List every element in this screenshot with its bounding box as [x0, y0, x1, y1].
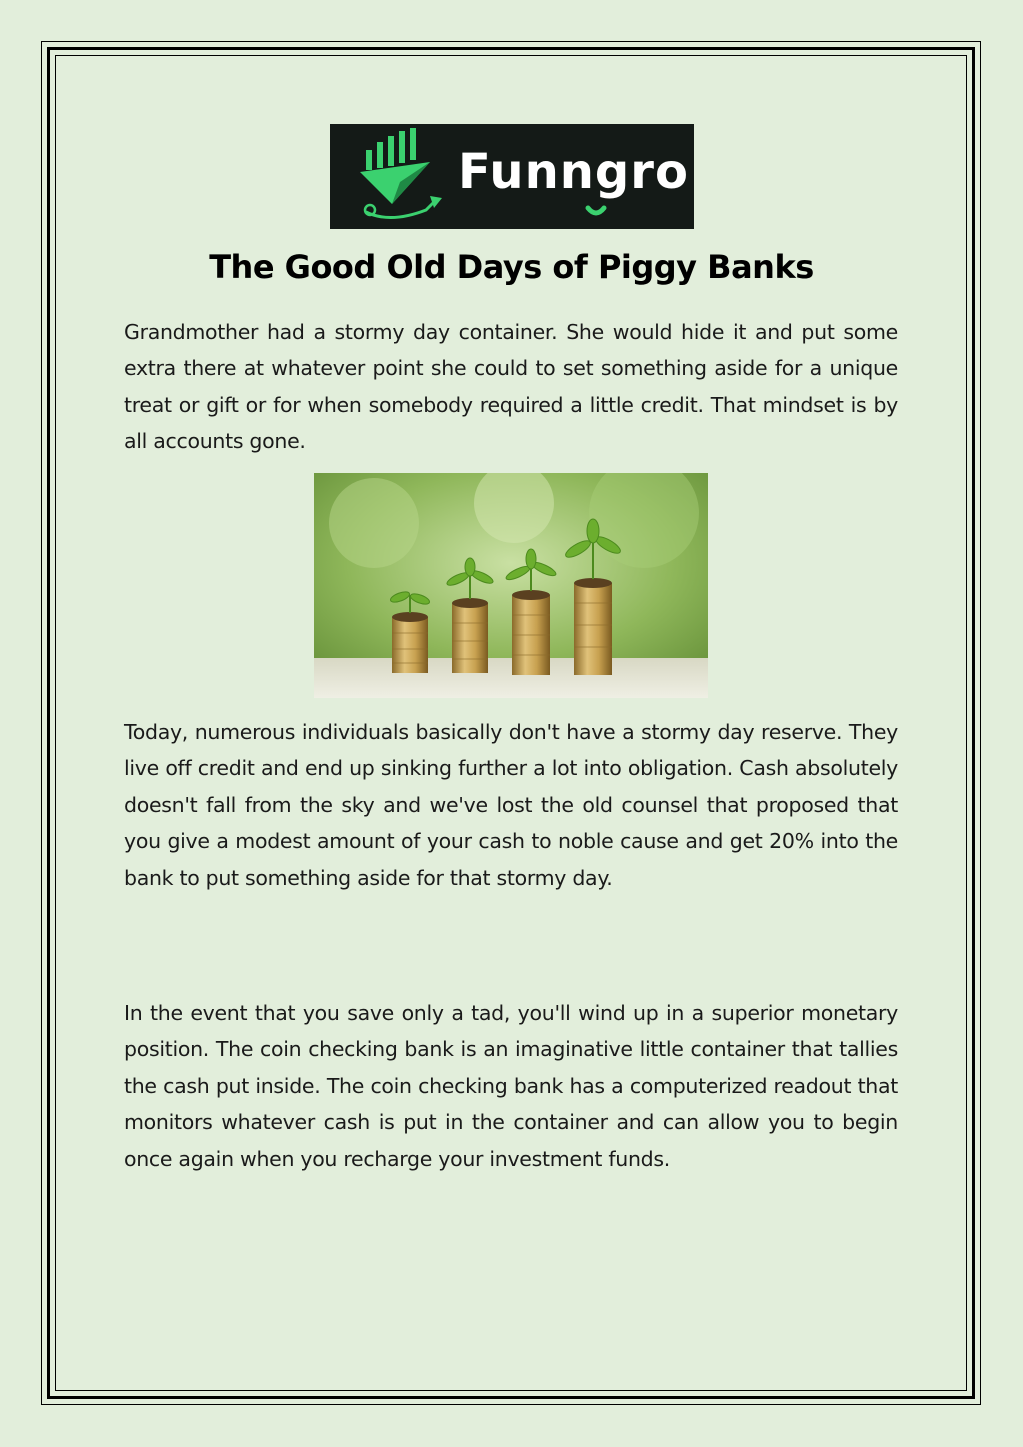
page-title: The Good Old Days of Piggy Banks — [209, 248, 814, 286]
funngro-logo — [330, 124, 694, 229]
brand-name: Funngro — [458, 144, 689, 200]
paragraph-1: Grandmother had a stormy day container. She would hide it and put some extra there at whatever point she could to set something aside for a unique treat or gift or for when somebody required a little credit. That mindset is by all accounts gone. — [124, 320, 898, 454]
paragraph-3: In the event that you save only a tad, you'll wind up in a superior monetary position. The coin checking bank is an imaginative little container that tallies the cash put inside. The coin checking bank has a computerized readout that monitors whatever cash is put in the container and can allow you to begin once again when you recharge your investment funds. — [124, 1001, 898, 1171]
paragraph-2: Today, numerous individuals basically don't have a stormy day reserve. They live off credit and end up sinking further a lot into obligation. Cash absolutely doesn't fall from the sky and we've lost the old counsel that proposed that you give a modest amount of your cash to noble cause and get 20% into the bank to put something aside for that stormy day. — [124, 720, 898, 890]
coin-stacks-plants-photo — [314, 473, 708, 698]
